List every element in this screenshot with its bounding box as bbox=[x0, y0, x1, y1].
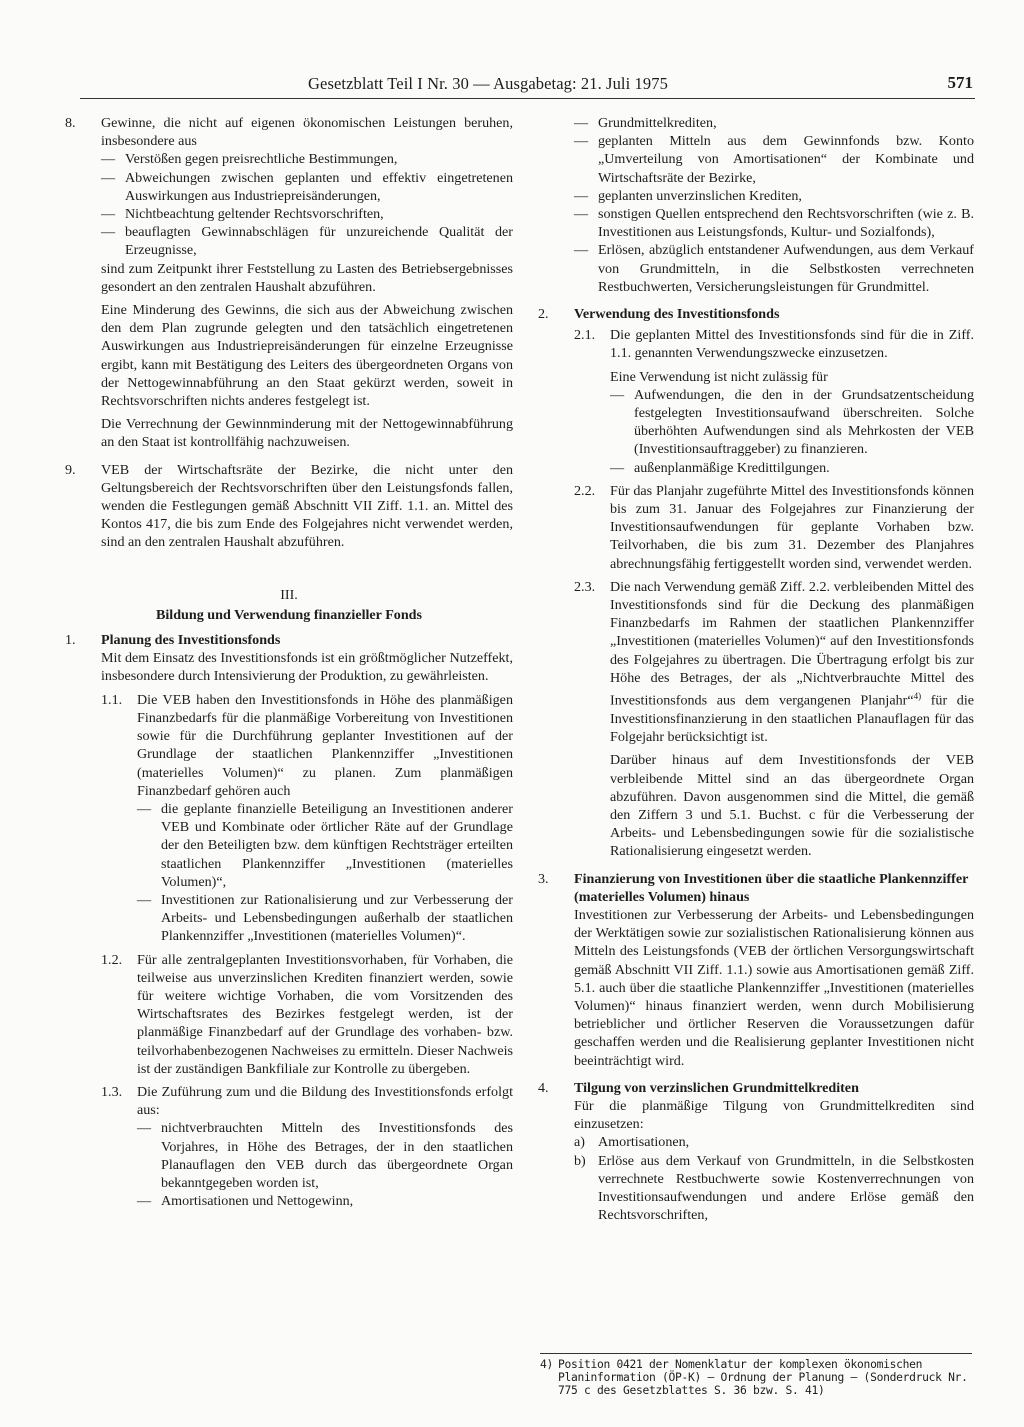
dash-item: — die geplante finanzielle Beteiligung an Investitionen anderer VEB und Kombinate oder örtlicher Räte auf der Grundlage der den Beteiligten bzw. dem künftigen Rechtsträger erteilten staatlichen Plankennziffer „Investitionen (materielles Volumen)“, bbox=[137, 800, 513, 890]
paragraph-1-1 bbox=[101, 691, 513, 946]
section-number: III. bbox=[280, 586, 298, 603]
paragraph: Die Zuführung zum und die Bildung des Investitionsfonds erfolgt aus: bbox=[137, 1083, 513, 1119]
paragraph-2-1 bbox=[574, 326, 974, 477]
footnote-text: Position 0421 der Nomenklatur der komplexen ökonomischen Planinformation (ÖP-K) — Ordnung der Planung — (Sonderdruck Nr. 775 c des Gesetzblattes S. 36 bzw. S. 41) bbox=[558, 1358, 968, 1398]
paragraph-1-3 bbox=[101, 1083, 513, 1210]
subsection-1 bbox=[65, 631, 513, 1210]
paragraph: Investitionen zur Verbesserung der Arbeits- und Lebensbedingungen der Werktätigen sowie zur sozialistischen Rationalisierung können aus Mitteln des Leistungsfonds (VEB der örtlichen Versorgungswirtschaft gemäß Abschnitt VII Ziff. 1.1.) sowie aus Amortisationen gemäß Ziff. 5.1. auch über die staatliche Plankennziffer „Investitionen (materielles Volumen)“ hinaus finanziert werden, wenn durch Mobilisierung betrieblicher und örtlicher Reserven die Voraussetzungen dafür geschaffen werden und die Realisierung geplanter Investitionen nicht beeinträchtigt wird. bbox=[574, 907, 974, 1069]
paragraph: Die nach Verwendung gemäß Ziff. 2.2. verbleibenden Mittel des Investitionsfonds sind für die Deckung des planmäßigen Finanzbedarfs im Rahmen der staatlichen Plankennziffer „Investitionen (materielles Volumen)“ auf den Investitionsfonds des Folgejahres zu übertragen. Die Übertragung erfolgt bis zur Höhe des Betrages, der als „Nichtverbrauchte Mittel des Investitionsfonds aus dem vergangenen Planjahr“$^{4)}$ für die Investitionsfinanzierung in den staatlichen Planauflagen für das Folgejahr berücksichtigt ist. bbox=[610, 578, 974, 746]
item-number: 2.1. bbox=[574, 327, 596, 344]
subsection-4 bbox=[538, 1079, 974, 1225]
paragraph: Darüber hinaus auf dem Investitionsfonds der VEB verbleibende Mittel sind an das übergeordnete Organ abzuführen. Davon ausgenommen sind die Mittel, die gemäß den Ziffern 3 und 5.1. Buchst. c für die Verbesserung der Arbeits- und Lebensbedingungen sowie für die sozialistische Rationalisierung eingesetzt werden. bbox=[610, 752, 974, 860]
footnote-reference: 4) bbox=[913, 691, 922, 702]
dash-item: — Grundmittelkrediten, bbox=[574, 115, 717, 131]
dash-item: — Aufwendungen, die den in der Grundsatzentscheidung festgelegten Investitionsaufwand überschreiten. Solche überhöhten Aufwendungen sind als Mehrkosten der VEB (Investitionsauftraggeber) zu finanzieren. bbox=[610, 386, 974, 458]
item-number: 1. bbox=[65, 632, 76, 649]
footnote-number: 4) bbox=[540, 1358, 554, 1371]
subsection-2 bbox=[538, 305, 974, 861]
item-number: 2.3. bbox=[574, 578, 596, 595]
paragraph-2-2 bbox=[574, 482, 974, 573]
dash-item: — außenplanmäßige Kredittilgungen. bbox=[610, 459, 830, 476]
subsection-heading: Verwendung des Investitionsfonds bbox=[574, 306, 780, 323]
dash-item: — sonstigen Quellen entsprechend den Rechtsvorschriften (wie z. B. Investitionen aus Leistungsfonds, Kultur- und Sozialfonds), bbox=[574, 206, 974, 241]
item-number: 2. bbox=[538, 306, 549, 323]
item-number: 1.1. bbox=[101, 691, 123, 708]
paragraph: Für alle zentralgeplanten Investitionsvorhaben, für Vorhaben, die teilweise aus unverzinslichen Krediten finanziert werden, sowie für weitere wichtige Vorhaben, die vom Vorsitzenden des Wirtschaftsrates des Bezirkes festgelegt werden, ist der planmäßige Finanzbedarf auf der Grundlage des vorhaben- bzw. teilvorhabenbezogenen Nachweises zu ermitteln. Dieser Nachweis ist der zuständigen Bankfiliale zur Kontrolle zu übergeben. bbox=[137, 951, 513, 1077]
paragraph: Eine Verwendung ist nicht zulässig für bbox=[610, 368, 828, 385]
dash-item: — geplanten Mitteln aus dem Gewinnfonds bzw. Konto „Umverteilung von Amortisationen“ der Kombinate und Wirtschaftsräte der Bezirke, bbox=[574, 133, 974, 186]
right-column bbox=[538, 114, 974, 1224]
paragraph: Die VEB haben den Investitionsfonds in Höhe des planmäßigen Finanzbedarfs für die planmäßige Vorbereitung von Investitionen sowie für die Durchführung geplanter Investitionen auf der Grundlage der staatlichen Plankennziffer „Investitionen (materielles Volumen)“ zu planen. Zum planmäßigen Finanzbedarf gehören auch bbox=[137, 691, 513, 799]
dash-item: — beauflagten Gewinnabschlägen für unzureichende Qualität der Erzeugnisse, bbox=[101, 224, 513, 259]
dash-item: — Amortisationen und Nettogewinn, bbox=[137, 1193, 354, 1210]
footnote-item bbox=[540, 1358, 972, 1398]
item-number: 2.2. bbox=[574, 482, 596, 499]
dash-item: — Erlösen, abzüglich entstandener Aufwendungen, aus dem Verkauf von Grundmitteln, in die Selbstkosten verrechneten Restbuchwerten, Versicherungsleistungen für Grundmittel. bbox=[574, 242, 974, 295]
item-number: 4. bbox=[538, 1079, 549, 1096]
paragraph: VEB der Wirtschaftsräte der Bezirke, die nicht unter den Geltungsbereich der Rechtsvorschriften über den Leistungsfonds fallen, wenden die Festlegungen gemäß Abschnitt VII Ziff. 1.1. an. Mittel des Kontos 417, die bis zum Ende des Folgejahres nicht verwendet werden, sind an den zentralen Haushalt abzuführen. bbox=[101, 461, 513, 551]
dash-item: — Verstößen gegen preisrechtliche Bestimmungen, bbox=[101, 151, 398, 168]
page-number: 571 bbox=[947, 73, 973, 92]
dash-item: — Abweichungen zwischen geplanten und effektiv eingetretenen Auswirkungen aus Industriepreisänderungen, bbox=[101, 169, 513, 204]
dash-item: — Investitionen zur Rationalisierung und zur Verbesserung der Arbeits- und Lebensbedingungen außerhalb der staatlichen Plankennziffer „Investitionen (materielles Volumen)“. bbox=[137, 891, 513, 945]
paragraph: sind zum Zeitpunkt ihrer Feststellung zu Lasten des Betriebsergebnisses gesondert an den zentralen Haushalt abzuführen. bbox=[101, 260, 513, 295]
subsection-3 bbox=[538, 870, 974, 1070]
paragraph: Gewinne, die nicht auf eigenen ökonomischen Leistungen beruhen, insbesondere aus bbox=[101, 115, 513, 150]
item-number: 9. bbox=[65, 461, 76, 478]
item-8 bbox=[65, 114, 513, 452]
dash-item: — Nichtbeachtung geltender Rechtsvorschriften, bbox=[101, 206, 384, 223]
dash-item: — nichtverbrauchten Mitteln des Investitionsfonds des Vorjahres, in Höhe des Betrages, der in den staatlichen Planauflagen den VEB durch das übergeordnete Organ bekanntgegeben worden ist, bbox=[137, 1120, 513, 1191]
paragraph: Mit dem Einsatz des Investitionsfonds ist ein größtmöglicher Nutzeffekt, insbesondere durch Intensivierung der Produktion, zu gewährleisten. bbox=[101, 650, 513, 685]
paragraph: Eine Minderung des Gewinns, die sich aus der Abweichung zwischen den dem Plan zugrunde gelegten und den tatsächlich eingetretenen Auswirkungen aus Industriepreisänderungen für einzelne Erzeugnisse ergibt, kann mit Bestätigung des Leiters des übergeordneten Organs von der Nettogewinnabführung an den Staat gekürzt werden, soweit in Rechtsvorschriften nichts anderes festgelegt ist. bbox=[101, 302, 513, 410]
subsection-heading: Tilgung von verzinslichen Grundmittelkrediten bbox=[574, 1079, 859, 1096]
item-number: 1.2. bbox=[101, 951, 123, 968]
item-number: 3. bbox=[538, 870, 549, 887]
section-title: Bildung und Verwendung finanzieller Fonds bbox=[155, 606, 423, 623]
page-header bbox=[80, 74, 975, 99]
header-title: Gesetzblatt Teil I Nr. 30 — Ausgabetag: 21. Juli 1975 bbox=[308, 74, 668, 93]
paragraph: Für das Planjahr zugeführte Mittel des Investitionsfonds können bis zum 31. Januar des Folgejahres zur Finanzierung der Investitionsaufwendungen für geplante Vorhaben bzw. Teilvorhaben, die bis zum 31. Dezember des Planjahres abrechnungsfähig fertiggestellt worden sind, verwendet werden. bbox=[610, 482, 974, 572]
list-item: a) Amortisationen, bbox=[574, 1134, 690, 1151]
item-number: 8. bbox=[65, 115, 76, 131]
footnote bbox=[540, 1353, 972, 1398]
item-9 bbox=[65, 461, 513, 552]
list-item: b) Erlöse aus dem Verkauf von Grundmitteln, in die Selbstkosten verrechnete Restbuchwerte sowie Kostenverrechnungen von Investitionsaufwendungen und andere Erlöse gemäß den Rechtsvorschriften, bbox=[574, 1152, 974, 1224]
paragraph: Die Verrechnung der Gewinnminderung mit der Nettogewinnabführung an den Staat ist kontrollfähig nachzuweisen. bbox=[101, 416, 513, 451]
paragraph: Für die planmäßige Tilgung von Grundmittelkrediten sind einzusetzen: bbox=[574, 1098, 974, 1133]
paragraph-1-2 bbox=[101, 951, 513, 1078]
dash-item: — geplanten unverzinslichen Krediten, bbox=[574, 187, 802, 204]
subsection-heading: Finanzierung von Investitionen über die staatliche Plankennziffer (materielles Volumen) hinaus bbox=[574, 870, 969, 905]
left-column bbox=[65, 114, 513, 1210]
subsection-heading: Planung des Investitionsfonds bbox=[101, 632, 281, 649]
continued-list bbox=[538, 114, 974, 296]
paragraph: Die geplanten Mittel des Investitionsfonds sind für die in Ziff. 1.1. genannten Verwendungszwecke einzusetzen. bbox=[610, 327, 974, 362]
item-number: 1.3. bbox=[101, 1083, 123, 1100]
paragraph-2-3 bbox=[574, 578, 974, 861]
